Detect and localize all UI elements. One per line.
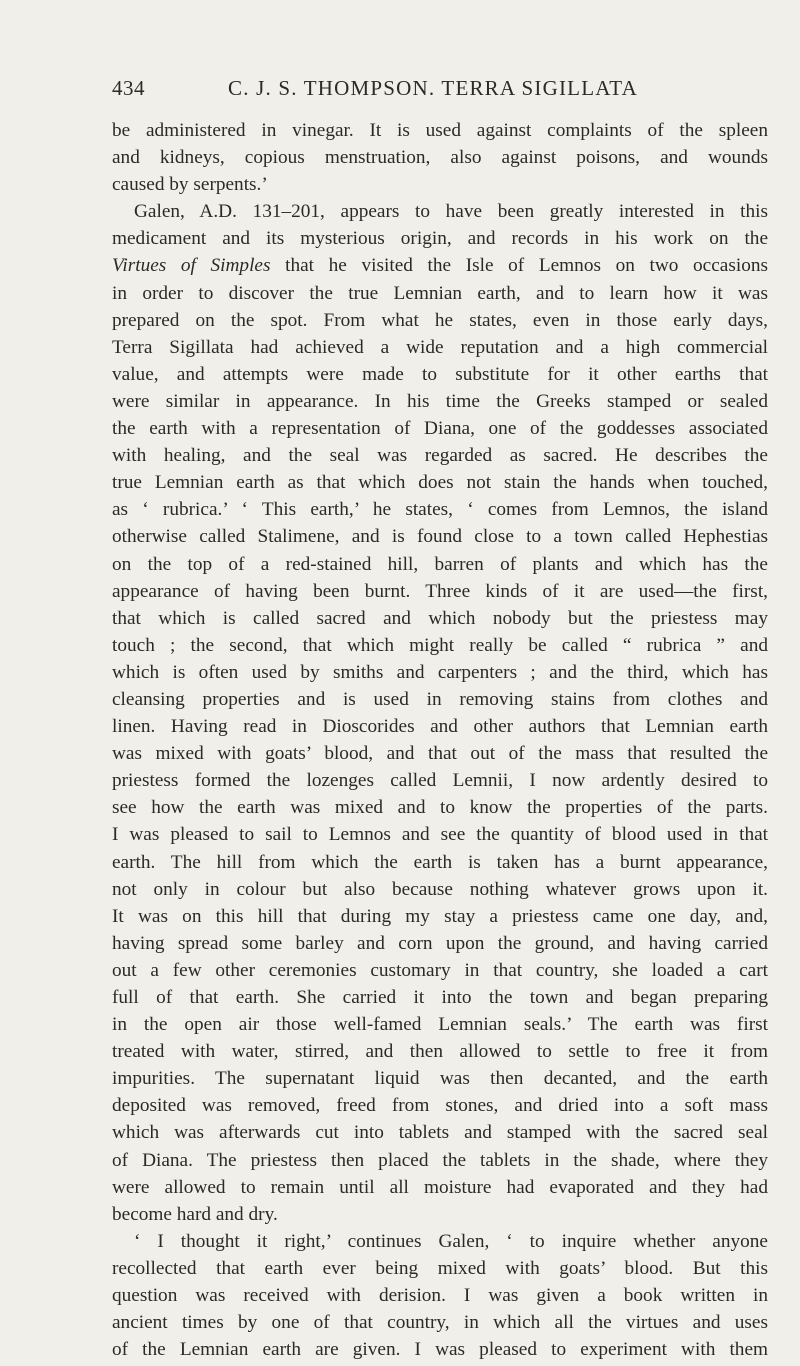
text-line: on the top of a red-stained hill, barren of plants and which has the <box>112 553 768 575</box>
text-line: were similar in appearance. In his time the Greeks stamped or sealed <box>112 390 768 412</box>
text-line: having spread some barley and corn upon the ground, and having carried <box>112 932 768 954</box>
text-line: not only in colour but also because nothing whatever grows upon it. <box>112 878 768 900</box>
text-line: treated with water, stirred, and then allowed to settle to free it from <box>112 1041 768 1063</box>
text-line: earth. The hill from which the earth is taken has a burnt appearance, <box>112 851 768 873</box>
text-line: otherwise called Stalimene, and is found close to a town called Hephestias <box>112 526 768 548</box>
text-line: priestess formed the lozenges called Lemnii, I now ardently desired to <box>112 770 768 792</box>
book-title: Virtues of Simples <box>112 255 271 277</box>
text-line: ancient times by one of that country, in which all the virtues and uses <box>112 1312 768 1334</box>
text-line: in the open air those well-famed Lemnian seals.’ The earth was first <box>112 1014 768 1036</box>
text-line: and kidneys, copious menstruation, also against poisons, and wounds <box>112 147 768 169</box>
text-line: which was afterwards cut into tablets and stamped with the sacred seal <box>112 1122 768 1144</box>
page-number: 434 <box>112 76 145 100</box>
text-line: as ‘ rubrica.’ ‘ This earth,’ he states, ‘ comes from Lemnos, the island <box>112 499 768 521</box>
text-line: touch ; the second, that which might really be called “ rubrica ” and <box>112 634 768 656</box>
text-line: Terra Sigillata had achieved a wide reputation and a high commercial <box>112 336 768 358</box>
text-line: It was on this hill that during my stay a priestess came one day, and, <box>112 905 768 927</box>
text-line: true Lemnian earth as that which does not stain the hands when touched, <box>112 472 768 494</box>
text-line: medicament and its mysterious origin, and records in his work on the <box>112 228 768 250</box>
text-line: recollected that earth ever being mixed with goats’ blood. But this <box>112 1257 768 1279</box>
text-line: see how the earth was mixed and to know the properties of the parts. <box>112 797 768 819</box>
text-line: full of that earth. She carried it into the town and began preparing <box>112 987 768 1008</box>
text-line: prepared on the spot. From what he states, even in those early days, <box>112 309 768 331</box>
text-line: become hard and dry. <box>112 1203 278 1225</box>
text-line: value, and attempts were made to substitute for it other earths that <box>112 363 768 385</box>
text-line: which is often used by smiths and carpenters ; and the third, which has <box>112 661 768 683</box>
text-line: the earth with a representation of Diana, one of the goddesses associated <box>112 418 768 440</box>
text-line: caused by serpents.’ <box>112 174 268 196</box>
text-line: I was pleased to sail to Lemnos and see the quantity of blood used in that <box>112 824 768 846</box>
text-line: Virtues of Simples that he visited the Isle of Lemnos on two occasions <box>112 255 768 277</box>
text-line: ‘ I thought it right,’ continues Galen, ‘ to inquire whether anyone <box>134 1230 768 1252</box>
text-line: of the Lemnian earth are given. I was pleased to experiment with them <box>112 1339 768 1361</box>
text-line: in order to discover the true Lemnian earth, and to learn how it was <box>112 282 768 304</box>
text-line: of Diana. The priestess then placed the tablets in the shade, where they <box>112 1149 768 1171</box>
text-line: impurities. The supernatant liquid was then decanted, and the earth <box>112 1068 768 1090</box>
body-text <box>112 117 768 1363</box>
text-line: cleansing properties and is used in removing stains from clothes and <box>112 688 768 710</box>
text-line: deposited was removed, freed from stones, and dried into a soft mass <box>112 1095 768 1117</box>
text-line: out a few other ceremonies customary in that country, she loaded a cart <box>112 959 768 981</box>
text-line: with healing, and the seal was regarded as sacred. He describes the <box>112 445 768 467</box>
running-title: C. J. S. THOMPSON. TERRA SIGILLATA <box>228 76 638 100</box>
text-line: be administered in vinegar. It is used against complaints of the spleen <box>112 120 768 141</box>
text-line: Galen, A.D. 131–201, appears to have been greatly interested in this <box>134 201 768 223</box>
text-line: appearance of having been burnt. Three kinds of it are used—the first, <box>112 580 768 602</box>
text-line: was mixed with goats’ blood, and that out of the mass that resulted the <box>112 743 768 765</box>
text-line: linen. Having read in Dioscorides and other authors that Lemnian earth <box>112 716 768 738</box>
text-line: question was received with derision. I was given a book written in <box>112 1285 768 1307</box>
text-line: that which is called sacred and which nobody but the priestess may <box>112 607 768 629</box>
running-head <box>112 76 762 108</box>
text-line: were allowed to remain until all moisture had evaporated and they had <box>112 1176 768 1198</box>
